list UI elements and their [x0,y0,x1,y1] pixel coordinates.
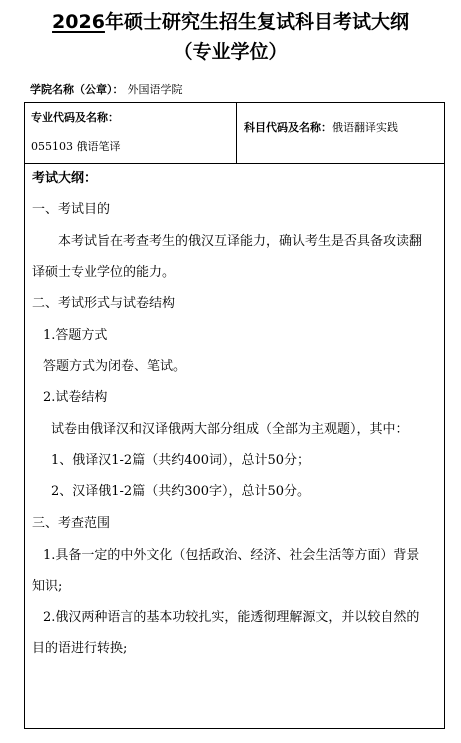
info-table [24,102,445,164]
answer-format-text: 答题方式为闭卷、笔试。 [43,359,187,374]
section1-title: 一、考试目的 [32,202,111,217]
section1-paragraph-line1: 本考试旨在考查考生的俄汉互译能力，确认考生是否具备攻读翻 [58,234,423,249]
major-label: 专业代码及名称： [31,111,119,124]
scope-item-1-line2: 知识; [32,579,63,594]
paper-structure-text: 试卷由俄译汉和汉译俄两大部分组成（全部为主观题），其中： [51,422,409,437]
paper-structure-title: 2.试卷结构 [43,390,108,405]
subject-value: 俄语翻译实践 [332,121,398,134]
page-subtitle: （专业学位） [173,41,288,63]
subject-cell [244,120,398,136]
outline-box [24,163,445,729]
scope-item-2-line2: 目的语进行转换; [32,641,128,656]
structure-item-1: 1、俄译汉1-2篇（共约400词），总计50分； [51,453,311,468]
outline-heading: 考试大纲： [32,171,98,186]
school-label: 学院名称（公章）： [30,83,124,96]
scope-item-2-line1: 2.俄汉两种语言的基本功较扎实，能透彻理解源文，并以较自然的 [43,610,420,625]
table-divider [236,103,237,163]
title-year: 2026 [52,11,105,33]
major-value: 055103 俄语笔译 [31,140,121,153]
title-text: 年硕士研究生招生复试科目考试大纲 [104,11,409,33]
section2-title: 二、考试形式与试卷结构 [32,296,176,311]
subject-label: 科目代码及名称： [244,121,332,134]
answer-format-title: 1.答题方式 [43,328,108,343]
school-value: 外国语学院 [127,83,183,96]
structure-item-2: 2、汉译俄1-2篇（共约300字），总计50分。 [51,484,311,499]
section1-paragraph-line2: 译硕士专业学位的能力。 [32,265,176,280]
school-line [30,82,183,98]
page-title [0,10,461,34]
scope-item-1-line1: 1.具备一定的中外文化（包括政治、经济、社会生活等方面）背景 [43,548,420,563]
section3-title: 三、考查范围 [32,516,111,531]
